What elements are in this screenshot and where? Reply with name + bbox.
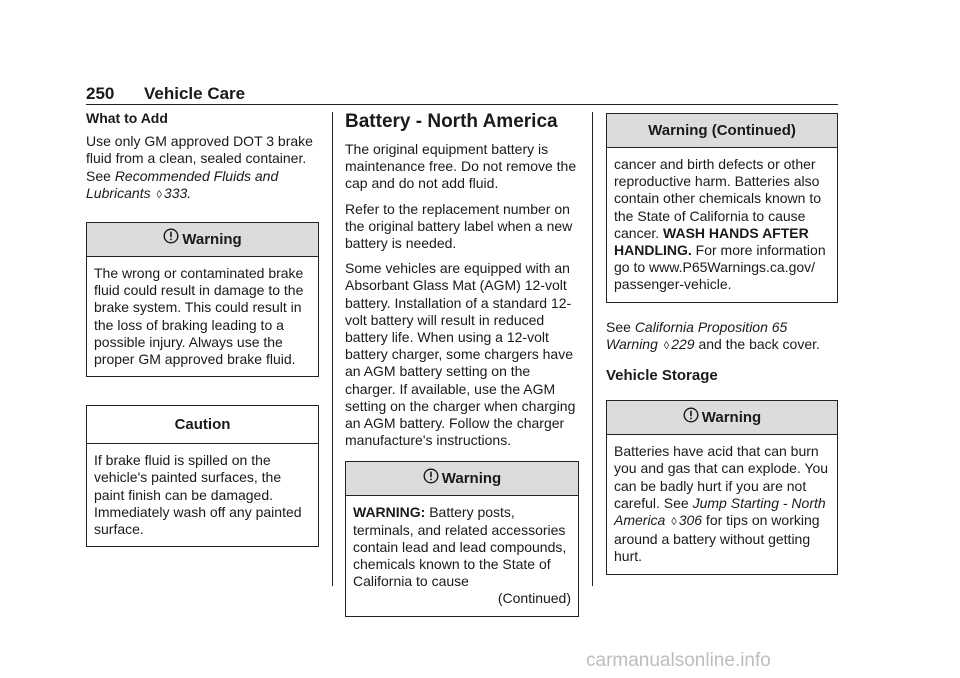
page-header: [86, 84, 838, 104]
column-3: [606, 113, 838, 583]
prop-65-link[interactable]: California Proposition 65 Warning: [606, 318, 788, 352]
page-ref-333[interactable]: 333.: [163, 184, 192, 201]
warning-header: [607, 401, 837, 435]
section-title: Vehicle Care: [144, 84, 246, 103]
warning-continued-body: cancer and birth defects or other reproductive harm. Batteries also contain other chemicals known to the State of California to cause cancer. WASH HANDS AFTER HANDLING. For more information go to www.P65Warnings.ca.gov/ passenger-vehicle.: [614, 156, 826, 293]
page-ref-icon: ◊: [671, 516, 677, 529]
warning-title: Warning: [701, 409, 762, 427]
what-to-add-heading: What to Add: [86, 110, 168, 126]
page-ref-306[interactable]: 306: [678, 512, 703, 529]
continued-label: (Continued): [497, 590, 571, 607]
caution-header: Caution: [87, 406, 318, 444]
page-ref-icon: ◊: [156, 188, 162, 201]
column-2: [345, 110, 579, 625]
warning-header: [87, 223, 318, 257]
warning-icon: [423, 468, 439, 488]
warning-icon: [163, 228, 179, 248]
warning-title: Warning: [441, 470, 502, 488]
battery-acid-warning-box: [606, 400, 838, 574]
see-paragraph: See California Proposition 65 Warning ◊ 229 and the back cover.: [606, 318, 820, 352]
jump-starting-link[interactable]: Jump Starting - North America: [614, 494, 826, 529]
lead-warning-box: [345, 461, 579, 616]
warning-body: WARNING: Battery posts, terminals, and related accessories contain lead and lead compounds, chemicals known to the State of California to cause (Continued): [353, 504, 571, 607]
warning-body: Batteries have acid that can burn you and gas that can explode. You can be badly hurt if you are not careful. See Jump Starting - North America ◊ 306 for tips on working around a battery without getting hurt.: [614, 443, 829, 565]
warning-header: [346, 462, 578, 496]
what-to-add-paragraph: Use only GM approved DOT 3 brake fluid from a clean, sealed container. See Recommended Fluids and Lubricants ◊ 333.: [86, 133, 313, 201]
warning-body: The wrong or contaminated brake fluid could result in damage to the brake system. This could result in the loss of braking leading to a possible injury. Always use the proper GM approved brake fluid.: [94, 265, 304, 368]
battery-paragraph-2: Refer to the replacement number on the original battery label when a new battery is needed.: [345, 200, 573, 252]
warning-icon: [683, 407, 699, 427]
caution-body: If brake fluid is spilled on the vehicle's painted surfaces, the paint finish can be damaged. Immediately wash off any painted surface.: [94, 452, 302, 538]
page-ref-icon: ◊: [663, 339, 670, 352]
column-1: [86, 110, 319, 555]
vehicle-storage-heading: Vehicle Storage: [606, 367, 718, 385]
warning-continued-header: Warning (Continued): [607, 114, 837, 148]
caution-box: [86, 405, 319, 547]
page-ref-229[interactable]: 229: [671, 335, 695, 352]
battery-paragraph-3: Some vehicles are equipped with an Absorbant Glass Mat (AGM) 12-volt battery. Installation of a standard 12-volt battery will result in reduced battery life. When using a 12-volt battery charger, some chargers have an AGM battery setting on the charger. If available, use the AGM setting on the charger when charging an AGM battery. Follow the charger manufacture's instructions.: [345, 260, 576, 449]
warning-title: Warning: [182, 230, 242, 248]
column-divider-2: [592, 112, 593, 586]
lead-warning-continued-box: [606, 113, 838, 303]
battery-paragraph-1: The original equipment battery is maintenance free. Do not remove the cap and do not add fluid.: [345, 141, 577, 192]
header-rule: [86, 104, 838, 105]
battery-heading: Battery - North America: [345, 111, 558, 132]
page-number: 250: [86, 84, 115, 103]
column-divider-1: [332, 112, 333, 586]
brake-fluid-warning-box: [86, 222, 319, 377]
watermark: carmanualsonline.info: [586, 650, 771, 671]
recommended-fluids-link[interactable]: Recommended Fluids and Lubricants: [86, 167, 279, 201]
